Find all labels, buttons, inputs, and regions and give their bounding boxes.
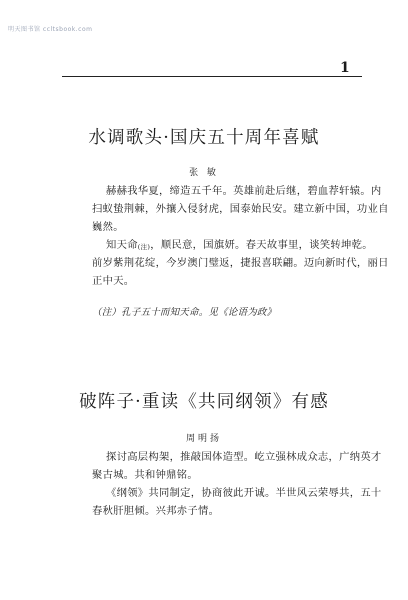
poem2-line-2: 聚古城。共和钟鼎铭。 [92,469,198,481]
poem1-line-6: 正中天。 [92,275,135,287]
poem1-line-4-end: ，顺民意，国旗妍。春天故事里，谈笑转坤乾。 [150,239,373,251]
poem2-line-3: 《纲领》共同制定，协商彼此开诚。半世风云荣辱共，五十 [106,487,382,499]
poem1-note: （注）孔子五十而知天命。见《论语为政》 [92,307,277,318]
watermark: 明天图书馆 ccltsbook.com [8,26,93,33]
poem1-author: 张 敏 [189,168,219,178]
poem2-author: 周明扬 [185,434,222,444]
poem1-title: 水调歌头·国庆五十周年喜赋 [88,128,320,148]
poem2-line-1: 探讨高层构架，推敲国体造型。屹立强林成众志，广纳英才 [106,451,382,463]
poem1-line-2: 扫蚁蛰荆棘，外攘入侵豺虎，国泰始民安。建立新中国，功业自 [92,203,389,215]
poem2-title: 破阵子·重读《共同纲领》有感 [79,392,329,412]
header-rule [62,76,362,77]
note-marker: (注) [137,243,151,251]
poem1-line-4-start: 知天命 [106,239,138,251]
page-number: 1 [340,60,350,76]
poem1-line-3: 巍然。 [92,221,124,233]
poem1-line-1: 赫赫我华夏，缔造五千年。英雄前赴后继，碧血荐轩辕。内 [106,185,382,197]
poem2-line-4: 春秋肝胆倾。兴邦赤子情。 [92,505,220,517]
poem1-line-4 [106,239,373,253]
poem1-line-5: 前岁紫荆花绽，今岁澳门璧返，捷报喜联翩。迈向新时代，丽日 [92,257,389,269]
